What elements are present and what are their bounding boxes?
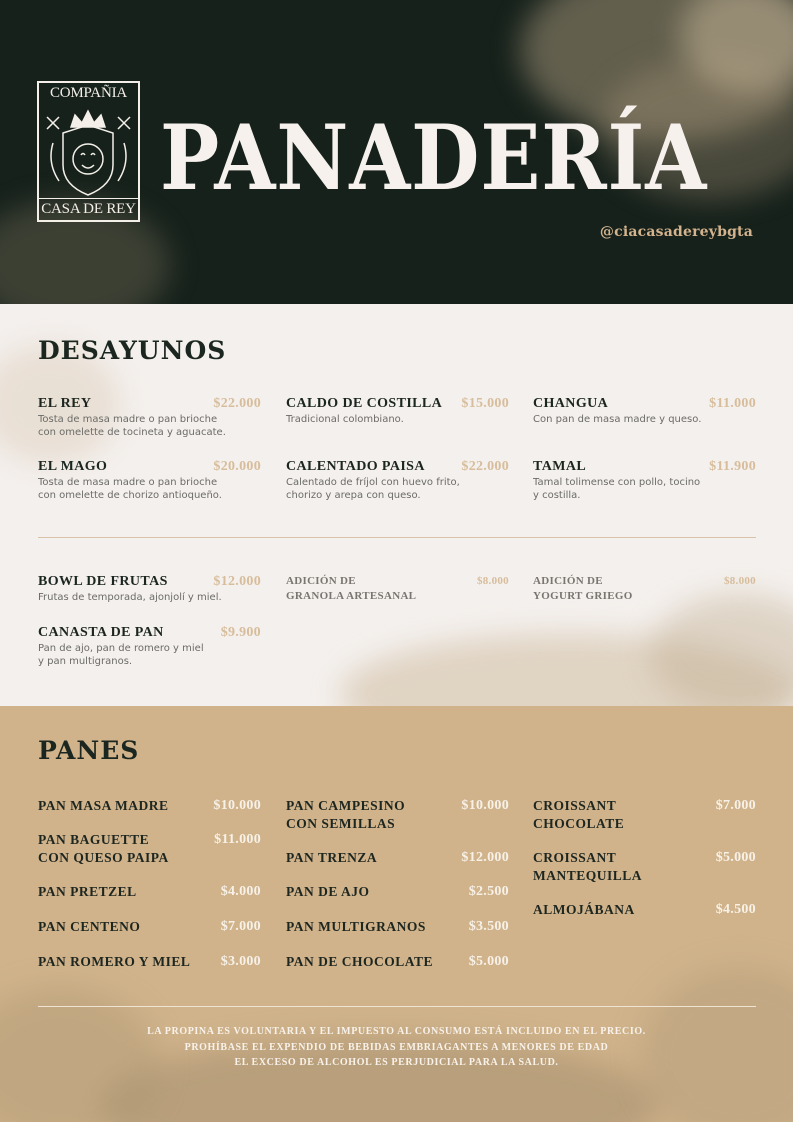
logo-bottom-text: CASA DE REY <box>39 198 138 220</box>
item-name: ALMOJÁBANA <box>533 902 635 917</box>
item-name: CROISSANT MANTEQUILLA <box>533 850 643 883</box>
item-price: $12.000 <box>461 850 509 865</box>
brand-logo <box>37 81 140 222</box>
item-name: PAN CAMPESINO CON SEMILLAS <box>286 798 406 831</box>
item-price: $3.000 <box>220 954 261 969</box>
section-divider <box>38 537 756 538</box>
item-price: $15.000 <box>461 396 509 411</box>
breakfast-section <box>0 304 793 706</box>
item-name: CROISSANT CHOCOLATE <box>533 798 625 831</box>
menu-item <box>533 395 756 426</box>
footer-divider <box>38 1006 756 1007</box>
bread-item <box>533 797 756 833</box>
bread-item <box>286 797 509 833</box>
menu-item <box>286 395 509 426</box>
item-description: Tosta de masa madre o pan brioche con omelette de tocineta y aguacate. <box>38 414 226 438</box>
item-name: PAN CENTENO <box>38 919 141 934</box>
item-description: Frutas de temporada, ajonjolí y miel. <box>38 592 222 603</box>
bread-item <box>286 883 509 901</box>
item-price: $11.900 <box>709 459 756 474</box>
bread-item <box>38 953 261 971</box>
item-description: Con pan de masa madre y queso. <box>533 414 702 425</box>
menu-item-addon <box>533 574 756 604</box>
item-name: PAN MULTIGRANOS <box>286 919 426 934</box>
item-price: $2.500 <box>468 884 509 899</box>
item-description: Tradicional colombiano. <box>286 414 404 425</box>
item-price: $12.000 <box>213 574 261 589</box>
breads-section <box>0 706 793 1122</box>
item-price: $9.900 <box>220 625 261 640</box>
menu-header <box>0 0 793 304</box>
item-name: ADICIÓN DE GRANOLA ARTESANAL <box>286 575 417 602</box>
item-name: EL MAGO <box>38 459 108 474</box>
bread-item <box>533 849 756 885</box>
item-price: $22.000 <box>461 459 509 474</box>
section-title-desayunos: DESAYUNOS <box>38 336 227 365</box>
social-handle: @ciacasadereybgta <box>599 224 753 240</box>
item-price: $10.000 <box>461 798 509 813</box>
bread-item <box>533 901 756 919</box>
item-name: EL REY <box>38 396 92 411</box>
menu-item <box>38 395 261 439</box>
menu-item <box>38 458 261 502</box>
item-name: ADICIÓN DE YOGURT GRIEGO <box>533 575 633 602</box>
item-price: $5.000 <box>468 954 509 969</box>
item-price: $4.500 <box>715 902 756 917</box>
item-name: PAN DE CHOCOLATE <box>286 954 434 969</box>
menu-item <box>38 573 261 604</box>
item-price: $11.000 <box>709 396 756 411</box>
logo-top-text: COMPAÑIA <box>49 85 128 101</box>
bread-item <box>38 918 261 936</box>
item-name: PAN PRETZEL <box>38 884 137 899</box>
bread-item <box>38 797 261 815</box>
item-name: PAN BAGUETTE CON QUESO PAIPA <box>38 832 169 865</box>
section-title-panes: PANES <box>38 736 140 765</box>
item-name: BOWL DE FRUTAS <box>38 574 168 589</box>
item-name: CALENTADO PAISA <box>286 459 425 474</box>
bread-item <box>286 918 509 936</box>
menu-item <box>286 458 509 502</box>
item-description: Tamal tolimense con pollo, tocino y costilla. <box>533 477 701 501</box>
item-price: $4.000 <box>220 884 261 899</box>
menu-item-addon <box>286 574 509 604</box>
item-price: $8.000 <box>723 575 756 587</box>
page-title: PANADERÍA <box>160 105 708 211</box>
item-price: $7.000 <box>715 798 756 813</box>
item-name: TAMAL <box>533 459 587 474</box>
bread-item <box>286 849 509 867</box>
footer-line: PROHÍBASE EL EXPENDIO DE BEBIDAS EMBRIAGANTES A MENORES DE EDAD <box>184 1041 609 1053</box>
menu-item <box>38 624 261 668</box>
item-price: $3.500 <box>468 919 509 934</box>
item-name: PAN TRENZA <box>286 850 378 865</box>
bread-item <box>38 883 261 901</box>
legal-footer <box>0 1024 793 1071</box>
footer-line: LA PROPINA ES VOLUNTARIA Y EL IMPUESTO AL CONSUMO ESTÁ INCLUIDO EN EL PRECIO. <box>147 1026 646 1037</box>
bread-item <box>286 953 509 971</box>
item-description: Tosta de masa madre o pan brioche con omelette de chorizo antioqueño. <box>38 477 222 501</box>
item-price: $8.000 <box>476 575 509 587</box>
bread-item <box>38 831 261 867</box>
item-price: $5.000 <box>715 850 756 865</box>
item-name: PAN DE AJO <box>286 884 370 899</box>
king-crest-icon <box>41 103 136 200</box>
item-price: $7.000 <box>220 919 261 934</box>
item-name: PAN MASA MADRE <box>38 798 169 813</box>
item-description: Calentado de fríjol con huevo frito, chorizo y arepa con queso. <box>286 477 460 501</box>
item-name: CALDO DE COSTILLA <box>286 396 443 411</box>
item-description: Pan de ajo, pan de romero y miel y pan multigranos. <box>38 643 204 667</box>
item-name: CHANGUA <box>533 396 609 411</box>
menu-item <box>533 458 756 502</box>
item-price: $10.000 <box>213 798 261 813</box>
footer-line: EL EXCESO DE ALCOHOL ES PERJUDICIAL PARA LA SALUD. <box>234 1057 559 1068</box>
item-price: $22.000 <box>213 396 261 411</box>
item-price: $11.000 <box>214 832 261 847</box>
item-name: CANASTA DE PAN <box>38 625 164 640</box>
item-price: $20.000 <box>213 459 261 474</box>
item-name: PAN ROMERO Y MIEL <box>38 954 191 969</box>
